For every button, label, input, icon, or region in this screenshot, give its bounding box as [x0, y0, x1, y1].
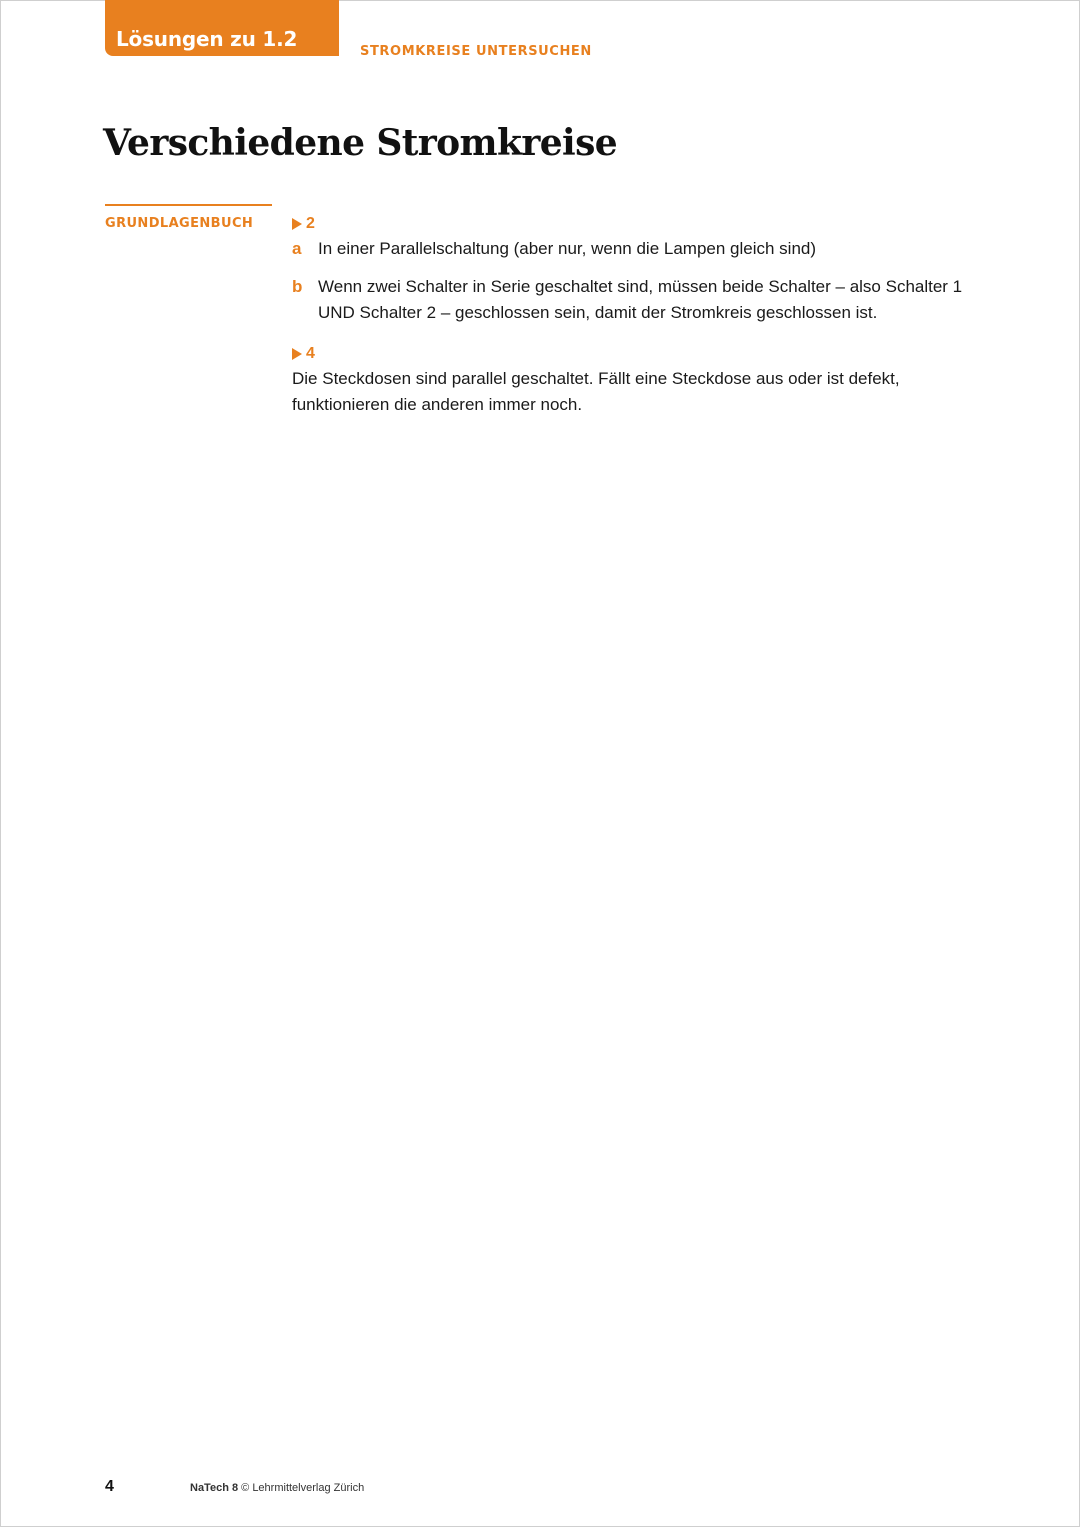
exercise-number: 4 — [306, 345, 315, 362]
chapter-label: STROMKREISE UNTERSUCHEN — [360, 44, 592, 59]
tab-label: Lösungen zu 1.2 — [116, 27, 298, 51]
item-text: Wenn zwei Schalter in Serie geschaltet sind, müssen beide Schalter – also Schalter 1 UND Schalter 2 – geschlossen sein, damit der Stromkreis geschlossen ist. — [318, 277, 963, 322]
exercise-number: 2 — [306, 215, 315, 232]
footer — [190, 1482, 364, 1494]
page-title: Verschiedene Stromkreise — [103, 122, 618, 164]
main-content — [292, 212, 972, 418]
exercise-marker — [292, 212, 972, 236]
side-label: GRUNDLAGENBUCH — [105, 216, 254, 231]
side-rule — [105, 204, 272, 206]
play-arrow-icon — [292, 218, 302, 230]
page-number: 4 — [105, 1478, 114, 1495]
exercise-marker — [292, 342, 972, 366]
item-letter: b — [292, 277, 303, 296]
footer-book: NaTech 8 — [190, 1482, 239, 1494]
exercise-4 — [292, 342, 972, 418]
answer-item — [292, 236, 972, 262]
play-arrow-icon — [292, 348, 302, 360]
answer-item — [292, 274, 972, 326]
answer-paragraph: Die Steckdosen sind parallel geschaltet. Fällt eine Steckdose aus oder ist defekt, funktionieren die anderen immer noch. — [292, 369, 900, 414]
footer-copyright: © Lehrmittelverlag Zürich — [241, 1482, 365, 1494]
solutions-tab — [105, 0, 339, 56]
item-letter: a — [292, 239, 302, 258]
exercise-2 — [292, 212, 972, 326]
item-text: In einer Parallelschaltung (aber nur, wenn die Lampen gleich sind) — [318, 239, 817, 258]
